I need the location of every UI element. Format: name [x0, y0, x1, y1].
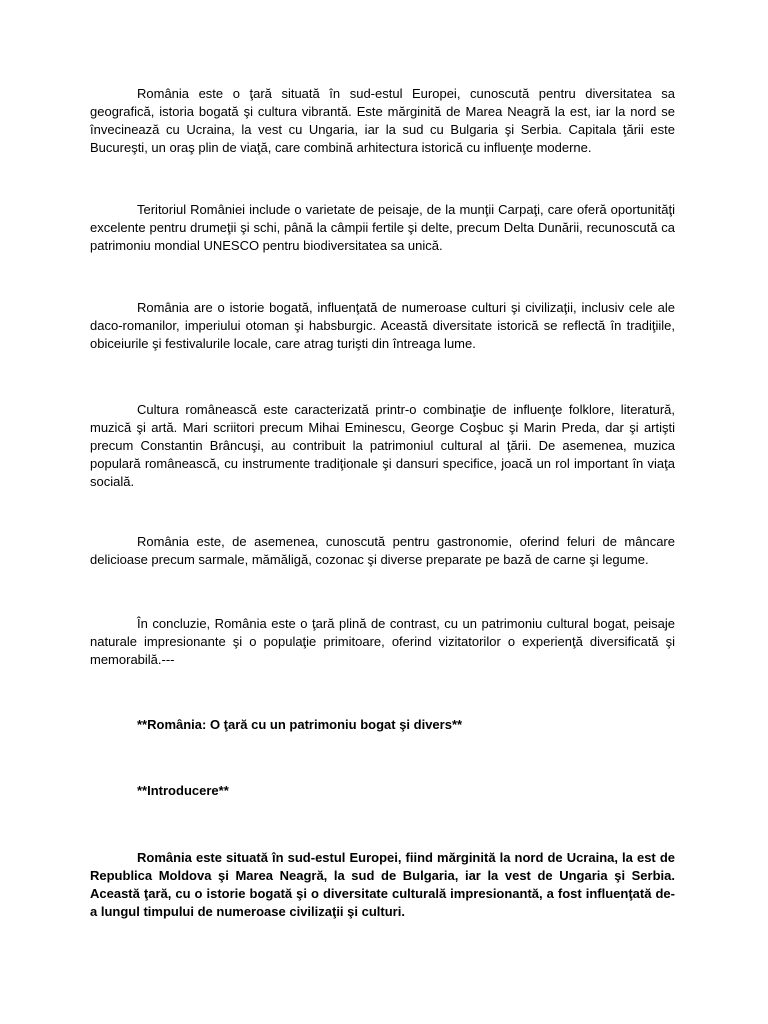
- paragraph-gastronomy: România este, de asemenea, cunoscută pentru gastronomie, oferind feluri de mâncare delicioase precum sarmale, mămăligă, cozonac şi diverse preparate pe bază de carne şi legume.: [90, 534, 675, 567]
- document-title-line: **România: O ţară cu un patrimoniu bogat şi divers**: [137, 717, 463, 732]
- paragraph-conclusion: În concluzie, România este o ţară plină de contrast, cu un patrimoniu cultural bogat, peisaje naturale impresionante şi o populaţie primitoare, oferind vizitatorilor o experienţă diversificată şi memorabilă.---: [90, 616, 675, 667]
- paragraph-history: România are o istorie bogată, influenţată de numeroase culturi şi civilizaţii, inclusiv cele ale daco-romanilor, imperiului otoman şi habsburgic. Această diversitate istorică se reflectă în tradiţiile, obiceiurile şi festivalurile locale, care atrag turişti din întreaga lume.: [90, 300, 675, 351]
- paragraph-territory: Teritoriul României include o varietate de peisaje, de la munţii Carpaţi, care oferă oportunităţi excelente pentru drumeţii şi schi, până la câmpii fertile şi delte, precum Delta Dunării, recunoscută ca patrimoniu mondial UNESCO pentru biodiversitatea sa unică.: [90, 202, 675, 253]
- paragraph-intro-romania: România este o ţară situată în sud-estul Europei, cunoscută pentru diversitatea sa geografică, istoria bogată şi cultura vibrantă. Este mărginită de Marea Neagră la est, iar la nord se învecinează cu Ucraina, la vest cu Ungaria, iar la sud cu Bulgaria şi Serbia. Capitala ţării este Bucureşti, un oraş plin de viaţă, care combină arhitectura istorică cu influenţe moderne.: [90, 86, 675, 155]
- paragraph-culture: Cultura românească este caracterizată printr-o combinaţie de influenţe folklore, literatură, muzică şi artă. Mari scriitori precum Mihai Eminescu, George Coşbuc şi Marin Preda, dar şi artişti precum Constantin Brâncuşi, au contribuit la patrimoniul cultural al ţării. De asemenea, muzica populară românească, cu instrumente tradiţionale şi dansuri specifice, joacă un rol important în viaţa socială.: [90, 402, 675, 489]
- intro-heading: **Introducere**: [137, 783, 229, 798]
- paragraph-intro-bold: România este situată în sud-estul Europei, fiind mărginită la nord de Ucraina, la est de Republica Moldova şi Marea Neagră, la sud de Bulgaria, iar la vest de Ungaria şi Serbia. Această ţară, cu o istorie bogată şi o diversitate culturală impresionantă, a fost influenţată de-a lungul timpului de numeroase civilizaţii şi culturi.: [90, 850, 675, 919]
